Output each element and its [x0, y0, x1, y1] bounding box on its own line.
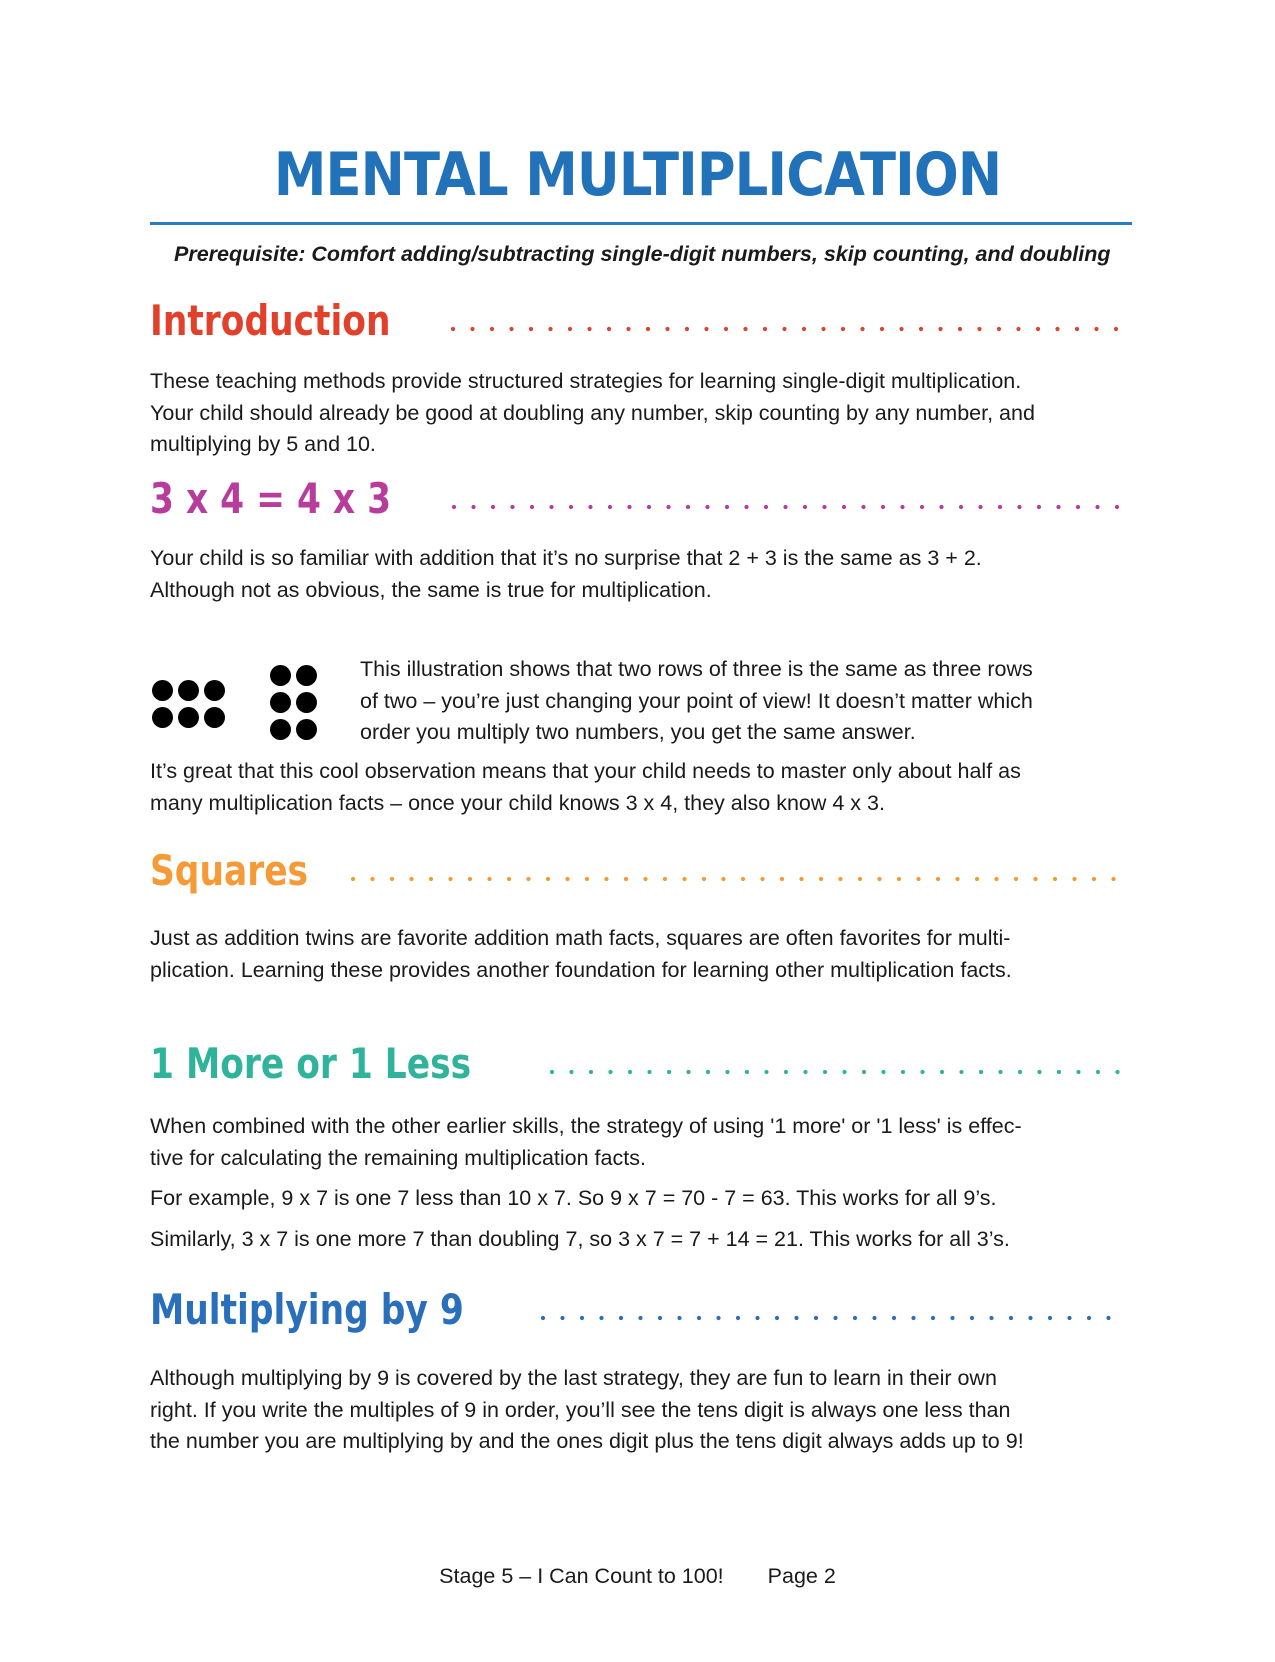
- page-footer: [0, 1564, 1275, 1589]
- heading-text: 1 More or 1 Less: [150, 1038, 472, 1088]
- heading-text: 3 x 4 = 4 x 3: [150, 473, 392, 523]
- section-heading-commutative: [150, 468, 1122, 528]
- text-line: Although multiplying by 9 is covered by the last strategy, they are fun to learn in their own: [150, 1366, 997, 1390]
- dot: [152, 707, 173, 728]
- example-nine: [150, 1183, 1122, 1215]
- dotted-leader: [533, 1315, 1122, 1321]
- text-line: Similarly, 3 x 7 is one more 7 than doubling 7, so 3 x 7 = 7 + 14 = 21. This works for all 3’s.: [150, 1227, 1010, 1251]
- section-heading-introduction: [150, 290, 1122, 350]
- text-line: When combined with the other earlier skills, the strategy of using '1 more' or '1 less' is effec-: [150, 1114, 1022, 1138]
- text-line: many multiplication facts – once your child knows 3 x 4, they also know 4 x 3.: [150, 790, 885, 815]
- footer-stage: Stage 5 – I Can Count to 100!: [439, 1564, 724, 1588]
- text-line: This illustration shows that two rows of three is the same as three rows: [360, 657, 1033, 681]
- text-line: These teaching methods provide structured strategies for learning single-digit multiplication.: [150, 369, 1022, 393]
- dot: [296, 692, 317, 713]
- dot: [204, 680, 225, 701]
- text-line: right. If you write the multiples of 9 in order, you’ll see the tens digit is always one less than: [150, 1397, 1011, 1422]
- dotted-leader: [444, 504, 1122, 510]
- text-line: plication. Learning these provides another foundation for learning other multiplication facts.: [150, 957, 1012, 982]
- dot: [296, 665, 317, 686]
- text-line: tive for calculating the remaining multiplication facts.: [150, 1145, 646, 1170]
- dotted-leader: [542, 1069, 1122, 1075]
- dot: [152, 680, 173, 701]
- dot: [178, 707, 199, 728]
- text-line: Your child is so familiar with addition that it’s no surprise that 2 + 3 is the same as 3 + 2.: [150, 546, 982, 570]
- dotted-leader: [443, 326, 1122, 332]
- text-line: It’s great that this cool observation means that your child needs to master only about half as: [150, 759, 1021, 783]
- commutative-body: [150, 543, 1122, 606]
- dot: [296, 719, 317, 740]
- footer-page-number: Page 2: [767, 1564, 836, 1588]
- commutative-conclusion: [150, 756, 1122, 819]
- dot: [204, 707, 225, 728]
- text-line: Your child should already be good at doubling any number, skip counting by any number, and: [150, 400, 1035, 425]
- page-title: MENTAL MULTIPLICATION: [273, 140, 1002, 210]
- text-line: multiplying by 5 and 10.: [150, 432, 376, 456]
- nines-body: [150, 1363, 1122, 1458]
- text-line: of two – you’re just changing your point of view! It doesn’t matter which: [360, 688, 1033, 713]
- section-heading-nines: [150, 1279, 1122, 1339]
- text-line: the number you are multiplying by and the ones digit plus the tens digit always adds up to 9!: [150, 1429, 1024, 1453]
- section-heading-squares: [150, 840, 1122, 900]
- prerequisite-note: Prerequisite: Comfort adding/subtracting single-digit numbers, skip counting, and doubling: [174, 242, 1111, 266]
- squares-body: [150, 923, 1122, 986]
- introduction-body: [150, 366, 1122, 461]
- dot: [178, 680, 199, 701]
- dot: [270, 692, 291, 713]
- dot: [270, 719, 291, 740]
- heading-text: Squares: [150, 845, 309, 895]
- illustration-caption: [360, 654, 1120, 749]
- text-line: For example, 9 x 7 is one 7 less than 10 x 7. So 9 x 7 = 70 - 7 = 63. This works for all 9’s.: [150, 1186, 997, 1210]
- dotted-leader: [343, 876, 1122, 882]
- dot: [270, 665, 291, 686]
- title-divider: [150, 222, 1132, 225]
- section-heading-one-more-less: [150, 1033, 1122, 1093]
- text-line: Just as addition twins are favorite addition math facts, squares are often favorites for multi-: [150, 926, 1011, 950]
- one-more-less-body: [150, 1111, 1122, 1174]
- heading-text: Introduction: [150, 295, 391, 345]
- example-three: [150, 1224, 1122, 1256]
- text-line: Although not as obvious, the same is true for multiplication.: [150, 577, 712, 602]
- heading-text: Multiplying by 9: [150, 1284, 464, 1334]
- text-line: order you multiply two numbers, you get the same answer.: [360, 720, 916, 744]
